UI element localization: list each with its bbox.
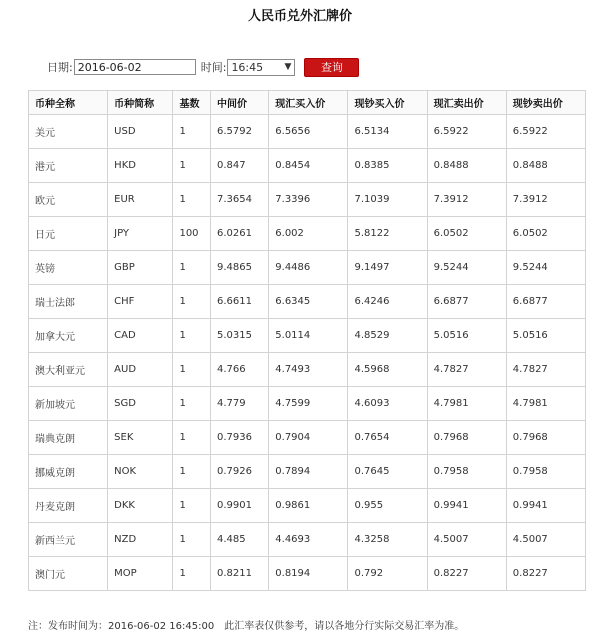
table-cell: 日元 — [29, 217, 108, 251]
table-cell: 6.6611 — [210, 285, 268, 319]
table-row — [29, 421, 586, 455]
table-cell: 5.8122 — [348, 217, 427, 251]
table-row — [29, 557, 586, 591]
table-cell: 0.9901 — [210, 489, 268, 523]
time-select-value: 16:45 — [231, 60, 264, 74]
table-cell: 澳大利亚元 — [29, 353, 108, 387]
table-cell: 0.8488 — [427, 149, 506, 183]
table-cell: 4.779 — [210, 387, 268, 421]
table-row — [29, 455, 586, 489]
table-cell: 4.7599 — [269, 387, 348, 421]
table-row — [29, 285, 586, 319]
table-cell: 4.5007 — [427, 523, 506, 557]
time-label: 时间: — [200, 61, 227, 74]
table-cell: 4.7981 — [506, 387, 585, 421]
table-cell: 0.8194 — [269, 557, 348, 591]
table-cell: 7.3654 — [210, 183, 268, 217]
table-cell: 0.7936 — [210, 421, 268, 455]
table-cell: 6.5134 — [348, 115, 427, 149]
table-cell: 6.6877 — [427, 285, 506, 319]
table-cell: 1 — [173, 489, 211, 523]
table-row — [29, 115, 586, 149]
table-cell: NZD — [108, 523, 173, 557]
table-cell: 0.7926 — [210, 455, 268, 489]
table-cell: 0.792 — [348, 557, 427, 591]
table-cell: 1 — [173, 421, 211, 455]
table-cell: 6.5922 — [506, 115, 585, 149]
chevron-down-icon: ▼ — [284, 62, 292, 72]
column-header: 现汇卖出价 — [427, 91, 506, 115]
table-cell: 瑞士法郎 — [29, 285, 108, 319]
table-cell: 1 — [173, 285, 211, 319]
table-cell: 4.7827 — [506, 353, 585, 387]
query-bar — [47, 58, 359, 76]
table-cell: 0.7894 — [269, 455, 348, 489]
table-cell: CHF — [108, 285, 173, 319]
table-cell: 瑞典克朗 — [29, 421, 108, 455]
table-cell: 4.7981 — [427, 387, 506, 421]
table-cell: 6.4246 — [348, 285, 427, 319]
table-cell: USD — [108, 115, 173, 149]
table-cell: 0.7968 — [506, 421, 585, 455]
exchange-rate-table — [28, 90, 586, 591]
table-cell: 7.3396 — [269, 183, 348, 217]
table-cell: 1 — [173, 557, 211, 591]
table-cell: 0.9941 — [427, 489, 506, 523]
table-cell: 1 — [173, 115, 211, 149]
table-cell: 欧元 — [29, 183, 108, 217]
table-cell: 4.5007 — [506, 523, 585, 557]
table-cell: 0.8488 — [506, 149, 585, 183]
table-cell: 4.4693 — [269, 523, 348, 557]
table-cell: 0.7958 — [506, 455, 585, 489]
column-header: 币种简称 — [108, 91, 173, 115]
table-cell: 6.5922 — [427, 115, 506, 149]
table-cell: 澳门元 — [29, 557, 108, 591]
table-cell: 6.0261 — [210, 217, 268, 251]
column-header: 币种全称 — [29, 91, 108, 115]
table-cell: 1 — [173, 353, 211, 387]
table-cell: 9.4865 — [210, 251, 268, 285]
table-cell: 0.955 — [348, 489, 427, 523]
table-cell: 5.0516 — [427, 319, 506, 353]
table-cell: 新加坡元 — [29, 387, 108, 421]
table-cell: 1 — [173, 319, 211, 353]
table-cell: 9.5244 — [427, 251, 506, 285]
table-cell: 新西兰元 — [29, 523, 108, 557]
table-cell: 4.766 — [210, 353, 268, 387]
time-select[interactable] — [227, 59, 295, 76]
date-label: 日期: — [47, 61, 73, 74]
table-cell: 4.7827 — [427, 353, 506, 387]
table-cell: 6.6345 — [269, 285, 348, 319]
table-cell: DKK — [108, 489, 173, 523]
table-cell: 挪威克朗 — [29, 455, 108, 489]
column-header: 现钞买入价 — [348, 91, 427, 115]
table-cell: 7.3912 — [506, 183, 585, 217]
table-cell: SGD — [108, 387, 173, 421]
table-cell: 1 — [173, 183, 211, 217]
column-header: 现汇买入价 — [269, 91, 348, 115]
table-cell: 1 — [173, 251, 211, 285]
table-cell: CAD — [108, 319, 173, 353]
table-cell: 0.9861 — [269, 489, 348, 523]
table-cell: JPY — [108, 217, 173, 251]
table-row — [29, 251, 586, 285]
table-cell: 9.1497 — [348, 251, 427, 285]
column-header: 中间价 — [210, 91, 268, 115]
table-cell: 7.1039 — [348, 183, 427, 217]
table-cell: NOK — [108, 455, 173, 489]
table-cell: 0.8227 — [427, 557, 506, 591]
table-cell: 1 — [173, 455, 211, 489]
table-row — [29, 319, 586, 353]
column-header: 基数 — [173, 91, 211, 115]
table-cell: 4.5968 — [348, 353, 427, 387]
table-cell: 0.7958 — [427, 455, 506, 489]
table-cell: 丹麦克朗 — [29, 489, 108, 523]
table-row — [29, 149, 586, 183]
table-cell: 0.7904 — [269, 421, 348, 455]
table-row — [29, 217, 586, 251]
table-cell: 1 — [173, 523, 211, 557]
page-title: 人民币兑外汇牌价 — [247, 9, 352, 24]
table-cell: 6.5656 — [269, 115, 348, 149]
table-cell: EUR — [108, 183, 173, 217]
table-row — [29, 523, 586, 557]
table-cell: 美元 — [29, 115, 108, 149]
table-cell: 0.7654 — [348, 421, 427, 455]
table-cell: HKD — [108, 149, 173, 183]
table-cell: 6.0502 — [427, 217, 506, 251]
table-row — [29, 489, 586, 523]
table-cell: 7.3912 — [427, 183, 506, 217]
table-cell: 6.002 — [269, 217, 348, 251]
table-cell: 0.9941 — [506, 489, 585, 523]
table-cell: 6.5792 — [210, 115, 268, 149]
table-cell: 0.7645 — [348, 455, 427, 489]
table-cell: 0.8211 — [210, 557, 268, 591]
footer-note: 注：发布时间为：2016-06-02 16:45:00 此汇率表仅供参考，请以各地分行实际交易汇率为准。 — [28, 621, 465, 632]
query-button[interactable]: 查询 — [304, 58, 359, 77]
table-cell: 1 — [173, 387, 211, 421]
table-cell: 9.4486 — [269, 251, 348, 285]
table-cell: 英镑 — [29, 251, 108, 285]
table-cell: 0.8385 — [348, 149, 427, 183]
table-cell: 4.3258 — [348, 523, 427, 557]
table-cell: 0.847 — [210, 149, 268, 183]
table-cell: 5.0114 — [269, 319, 348, 353]
table-body — [29, 115, 586, 591]
table-cell: 4.8529 — [348, 319, 427, 353]
table-cell: 港元 — [29, 149, 108, 183]
table-cell: 0.8454 — [269, 149, 348, 183]
table-cell: 5.0516 — [506, 319, 585, 353]
table-cell: 100 — [173, 217, 211, 251]
table-cell: 4.7493 — [269, 353, 348, 387]
table-cell: 4.485 — [210, 523, 268, 557]
table-cell: 9.5244 — [506, 251, 585, 285]
table-cell: 4.6093 — [348, 387, 427, 421]
table-cell: 0.7968 — [427, 421, 506, 455]
table-cell: GBP — [108, 251, 173, 285]
table-cell: 加拿大元 — [29, 319, 108, 353]
table-row — [29, 387, 586, 421]
table-row — [29, 353, 586, 387]
column-header: 现钞卖出价 — [506, 91, 585, 115]
table-cell: 6.6877 — [506, 285, 585, 319]
table-cell: 0.8227 — [506, 557, 585, 591]
table-row — [29, 183, 586, 217]
table-cell: 5.0315 — [210, 319, 268, 353]
table-cell: MOP — [108, 557, 173, 591]
date-input[interactable] — [74, 59, 196, 75]
table-cell: 1 — [173, 149, 211, 183]
table-cell: AUD — [108, 353, 173, 387]
table-header-row — [29, 91, 586, 115]
table-cell: 6.0502 — [506, 217, 585, 251]
table-cell: SEK — [108, 421, 173, 455]
